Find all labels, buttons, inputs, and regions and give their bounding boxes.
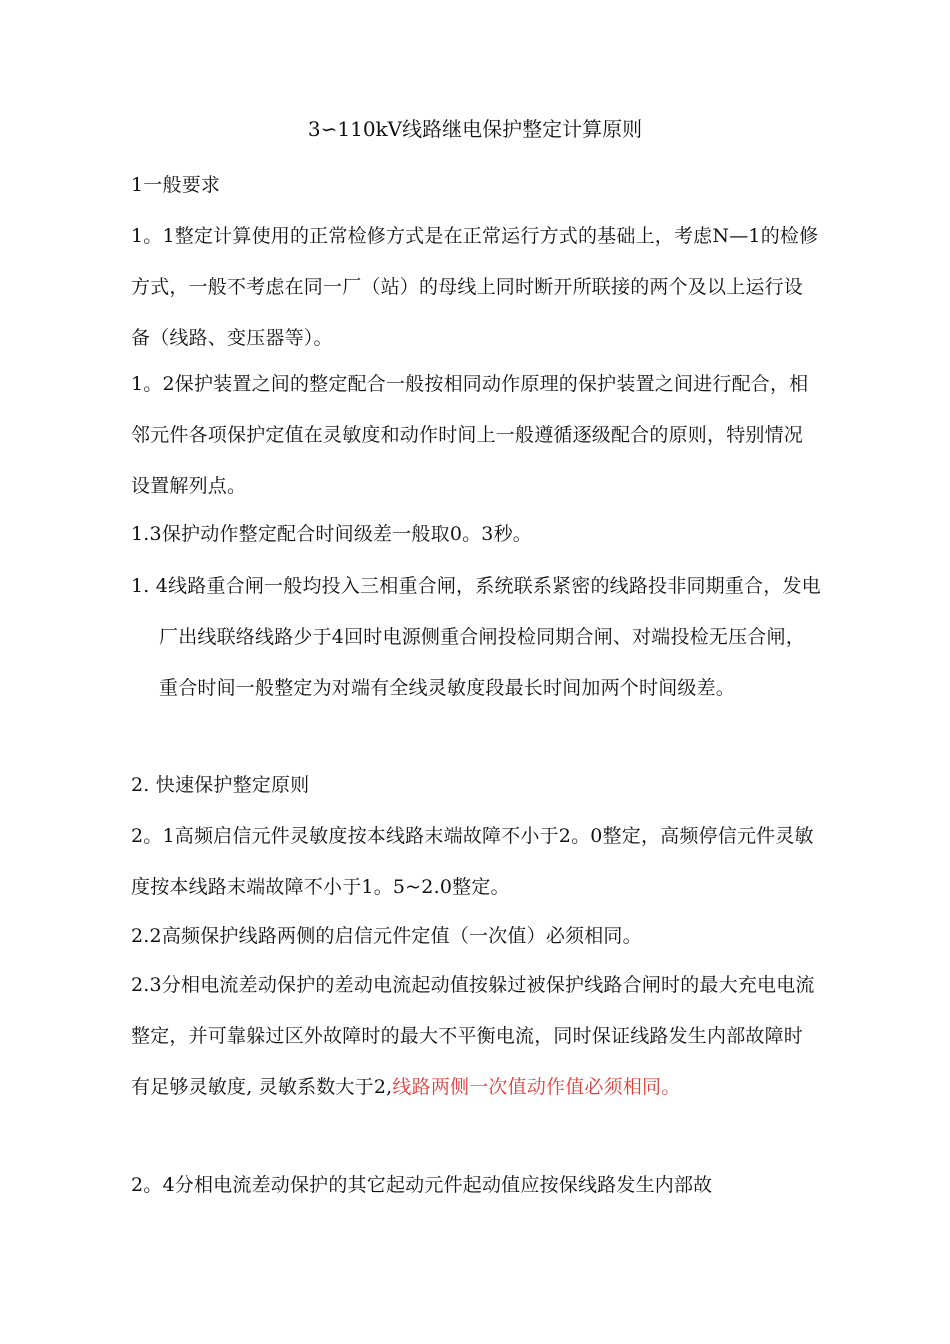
- document-title: 3∽110kV线路继电保护整定计算原则: [307, 117, 643, 141]
- section-heading-2: 2. 快速保护整定原则: [131, 774, 310, 796]
- section-heading-1: 1一般要求: [131, 174, 221, 196]
- paragraph-2-3-highlight: 线路两侧一次值动作值必须相同。: [392, 1076, 681, 1098]
- paragraph-2-1: 2。1高频启信元件灵敏度按本线路末端故障不小于2。0整定，高频停信元件灵敏度按本线路末端故障不小于1。5~2.0整定。: [131, 825, 814, 898]
- paragraph-2-3-text: 2.3分相电流差动保护的差动电流起动值按躲过被保护线路合闸时的最大充电电流整定，并可靠躲过区外故障时的最大不平衡电流，同时保证线路发生内部故障时有足够灵敏度, 灵敏系数大于2,: [131, 974, 815, 1098]
- paragraph-2-4: 2。4分相电流差动保护的其它起动元件起动值应按保线路发生内部故: [131, 1174, 713, 1196]
- paragraph-1-4: 1. 4线路重合闸一般均投入三相重合闸，系统联系紧密的线路投非同期重合，发电厂出线联络线路少于4回时电源侧重合闸投检同期合闸、对端投检无压合闸，重合时间一般整定为对端有全线灵敏度段最长时间加两个时间级差。: [131, 575, 821, 699]
- paragraph-1-3: 1.3保护动作整定配合时间级差一般取0。3秒。: [131, 523, 532, 545]
- paragraph-2-2: 2.2高频保护线路两侧的启信元件定值（一次值）必须相同。: [131, 925, 642, 947]
- paragraph-2-3: [131, 960, 821, 1113]
- paragraph-1-1: 1。1整定计算使用的正常检修方式是在正常运行方式的基础上，考虑N—1的检修方式，一般不考虑在同一厂（站）的母线上同时断开所联接的两个及以上运行设备（线路、变压器等）。: [131, 225, 819, 349]
- paragraph-1-2: 1。2保护装置之间的整定配合一般按相同动作原理的保护装置之间进行配合，相邻元件各项保护定值在灵敏度和动作时间上一般遵循逐级配合的原则，特别情况设置解列点。: [131, 373, 809, 497]
